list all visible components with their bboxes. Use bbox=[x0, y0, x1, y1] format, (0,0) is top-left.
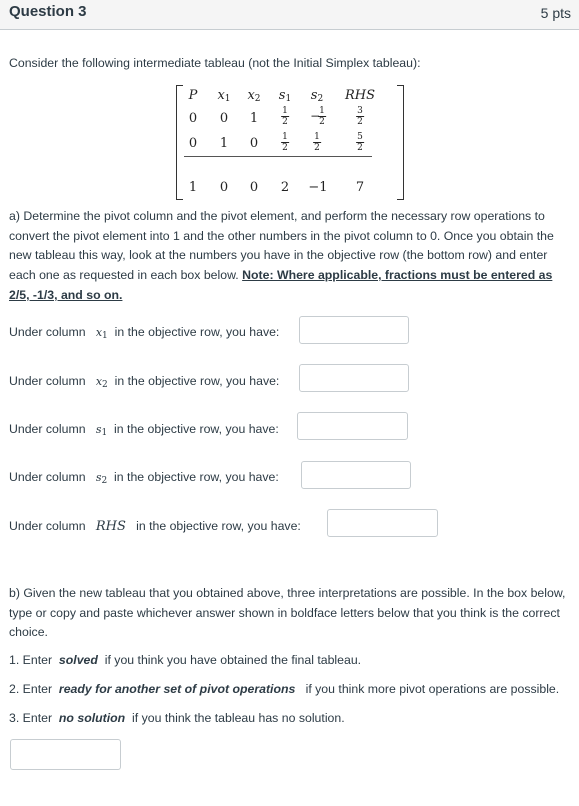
r1-x1: 0 bbox=[219, 111, 229, 126]
header-rhs: RHS bbox=[344, 88, 376, 103]
tableau-right-bracket bbox=[397, 85, 404, 200]
header-s2: $s_2$ bbox=[310, 88, 324, 104]
part-b-instructions: b) Given the new tableau that you obtained above, three interpretations are possible. In the box below, type or copy and paste whichever answer shown in boldface letters below that you think is the correct choice. bbox=[9, 586, 566, 640]
question-header bbox=[0, 0, 579, 30]
question-points: 5 pts bbox=[540, 5, 571, 21]
r2-rhs: $\frac{5}{2}$ bbox=[357, 132, 363, 153]
header-s1: $s_1$ bbox=[278, 88, 292, 104]
x1-answer-input[interactable] bbox=[299, 316, 409, 344]
x2-answer-input[interactable] bbox=[299, 364, 409, 392]
obj-x1: 0 bbox=[219, 180, 229, 195]
obj-x2: 0 bbox=[249, 180, 259, 195]
tableau-divider bbox=[184, 156, 372, 157]
r1-p: 0 bbox=[188, 111, 198, 126]
interpretation-answer-input[interactable] bbox=[10, 739, 121, 770]
option-ready: 2. Enter ready for another set of pivot operations if you think more pivot operations are possible. bbox=[9, 682, 560, 696]
r2-p: 0 bbox=[188, 136, 198, 151]
question-title: Question 3 bbox=[9, 3, 87, 20]
r1-x2: 1 bbox=[249, 111, 259, 126]
s1-answer-input[interactable] bbox=[297, 412, 408, 440]
r1-s1: $\frac{1}{2}$ bbox=[282, 106, 288, 127]
answer-label-s2: Under column $s_2$ in the objective row, you have: bbox=[9, 470, 279, 486]
fraction-note: Note: Where applicable, fractions must be entered as 2/5, -1/3, and so on. bbox=[9, 268, 553, 302]
intro-text: Consider the following intermediate tableau (not the Initial Simplex tableau): bbox=[9, 56, 421, 70]
r2-x1: 1 bbox=[219, 136, 229, 151]
option-solved: 1. Enter solved if you think you have obtained the final tableau. bbox=[9, 653, 362, 667]
obj-s1: 2 bbox=[280, 180, 290, 195]
header-x2: $x_2$ bbox=[247, 88, 261, 104]
answer-label-s1: Under column $s_1$ in the objective row, you have: bbox=[9, 422, 279, 438]
answer-label-rhs: Under column RHS in the objective row, you have: bbox=[9, 519, 301, 534]
answer-label-x1: Under column $x_1$ in the objective row, you have: bbox=[9, 325, 280, 341]
option-no-solution: 3. Enter no solution if you think the tableau has no solution. bbox=[9, 711, 345, 725]
answer-label-x2: Under column $x_2$ in the objective row, you have: bbox=[9, 374, 280, 390]
obj-rhs: 7 bbox=[355, 180, 365, 195]
r2-s1: $\frac{1}{2}$ bbox=[282, 132, 288, 153]
r2-s2: $\frac{1}{2}$ bbox=[314, 132, 320, 153]
s2-answer-input[interactable] bbox=[301, 461, 411, 489]
header-x1: $x_1$ bbox=[217, 88, 231, 104]
r1-rhs: $\frac{3}{2}$ bbox=[357, 106, 363, 127]
obj-s2: −1 bbox=[308, 180, 328, 195]
r1-s2: − 1 2 bbox=[310, 106, 325, 127]
header-p: P bbox=[188, 88, 198, 103]
part-a-instructions: a) Determine the pivot column and the pivot element, and perform the necessary row operations to convert the pivot element into 1 and the other numbers in the pivot column to 0. Once you obtain the new tableau this way, look at the numbers you have in the objective row (the bottom row) and enter each one as requested in each box below. Note: Where applicable, fractions must be entered as 2/5, -1/3, and so on. bbox=[9, 209, 554, 302]
tableau-left-bracket bbox=[176, 85, 183, 200]
obj-p: 1 bbox=[188, 180, 198, 195]
r2-x2: 0 bbox=[249, 136, 259, 151]
simplex-tableau bbox=[0, 0, 579, 210]
rhs-answer-input[interactable] bbox=[327, 509, 438, 537]
